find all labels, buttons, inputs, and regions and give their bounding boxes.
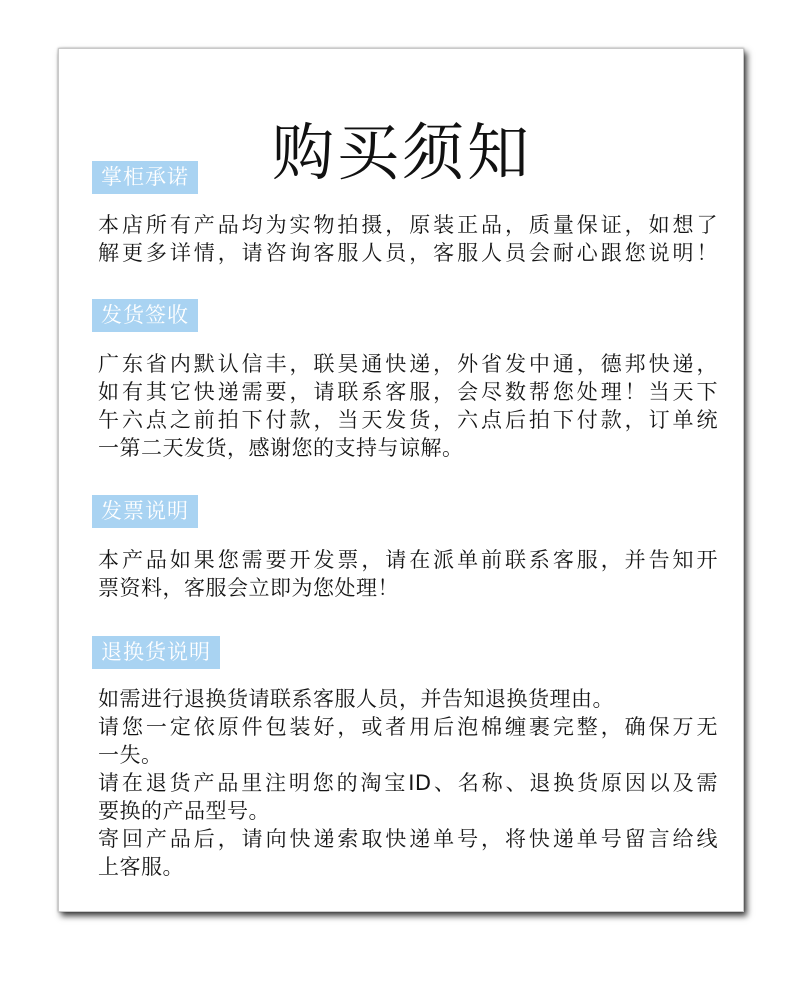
text-line: 如需进行退换货请联系客服人员，并告知退换货理由。 <box>98 687 614 711</box>
text-line: 上客服。 <box>98 855 184 879</box>
text-line: 午六点之前拍下付款，当天发货，六点后拍下付款，订单统 <box>98 408 718 432</box>
section-body-shipping <box>98 350 718 462</box>
page-title: 购买须知 <box>271 116 532 189</box>
text-line: 寄回产品后，请向快递索取快递单号，将快递单号留言给线 <box>98 827 718 851</box>
text-line: 解更多详情，请咨询客服人员，客服人员会耐心跟您说明！ <box>98 241 718 265</box>
section-body-invoice <box>98 546 718 602</box>
text-line: 本店所有产品均为实物拍摄，原装正品，质量保证，如想了 <box>98 213 718 237</box>
section-heading-invoice: 发票说明 <box>92 495 198 528</box>
text-line: 请在退货产品里注明您的淘宝ID、名称、退换货原因以及需 <box>98 771 718 795</box>
text-line: 广东省内默认信丰，联昊通快递，外省发中通，德邦快递， <box>98 352 718 376</box>
section-body-returns <box>98 685 718 881</box>
text-line: 一失。 <box>98 743 163 767</box>
text-line: 请您一定依原件包装好，或者用后泡棉缠裹完整，确保万无 <box>98 715 718 739</box>
text-line: 票资料，客服会立即为您处理！ <box>98 576 399 600</box>
section-heading-shipping: 发货签收 <box>92 299 198 332</box>
text-line: 一第二天发货，感谢您的支持与谅解。 <box>98 436 464 460</box>
text-line: 要换的产品型号。 <box>98 799 270 823</box>
text-line: 本产品如果您需要开发票，请在派单前联系客服，并告知开 <box>98 548 718 572</box>
section-body-promise <box>98 211 718 267</box>
notice-card <box>58 48 744 912</box>
text-line: 如有其它快递需要，请联系客服，会尽数帮您处理！当天下 <box>98 380 718 404</box>
section-heading-returns: 退换货说明 <box>92 636 220 669</box>
section-heading-promise: 掌柜承诺 <box>92 161 198 194</box>
